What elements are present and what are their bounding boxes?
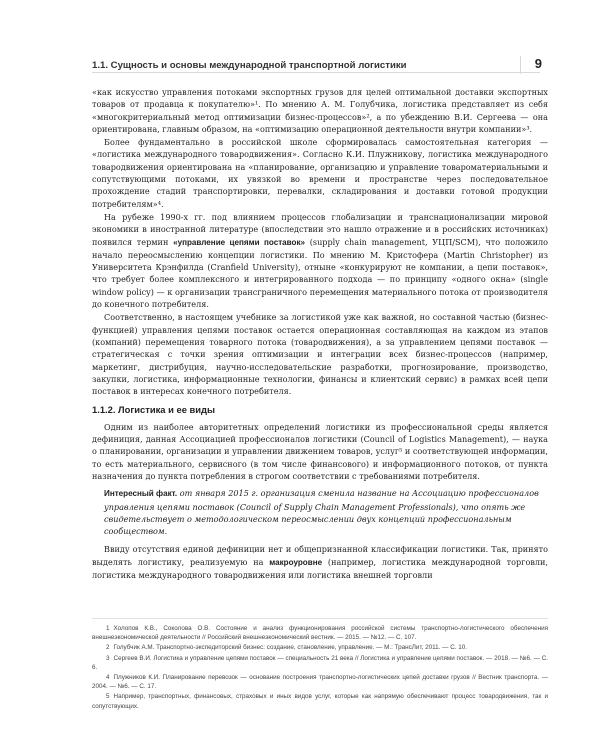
footnote-text: Например, транспортных, финансовых, страховых и иных видов услуг, которые как напрямую обеспечивают процесс товародвижения, так и сопутствующих.: [92, 693, 548, 710]
header-rule: [92, 72, 540, 73]
term-supply-chain-management: «управление цепями поставок»: [173, 237, 306, 247]
paragraph-6-part-b: (например, логистика международной торговли, логистика международного товародвижения или логистика внешней торговли: [92, 556, 548, 580]
paragraph-1: «как искусство управления потоками экспортных грузов для целей оптимальной доставки экспортных товаров от продавца к покупателю»¹. По мнению А. М. Голубчика, логистика представляет из себя «многокритериальный метод оптимизации бизнес-процессов»², а по убеждению В.И. Сергеева — она ориентирована, главным образом, на «оптимизацию операционной деятельности внутри компании»³.: [92, 87, 548, 134]
footnote: [92, 673, 548, 691]
paragraph-3-part-a: На рубеже 1990-х гг. под влиянием процессов глобализации и транснационализации мировой экономики в иностранной литературе (впоследствии это нашло отражение и в российских источниках) появился термин: [92, 211, 548, 247]
paragraph-3: [92, 211, 548, 310]
footnote-number: 4: [106, 674, 110, 682]
paragraph-5: Одним из наиболее авторитетных определений логистики из профессиональной среды является дефиниция, данная Ассоциацией профессионалов логистики (Council of Logistics Management), — наука о планировании, организации и управлении движением товаров, услуг⁵ и соответствующей информации, то есть материального, сервисного (в том числе финансового) и информационного потоков, от пункта назначения до пункта потребления в строгом соответствии с требованиями потребителя.: [92, 421, 548, 481]
interesting-fact-box: [104, 487, 548, 537]
footnote-text: Плужников К.И. Планирование перевозок — основание построения транспортно-логистических цепей доставки грузов // Вестник транспорта. — 2004. — №6. — С. 17.: [92, 674, 548, 691]
footnote-text: Сергеев В.И. Логистика и управление цепями поставок — специальность 21 века // Логистика и управление цепями поставок. — 2018. — №6. — С. 6.: [92, 654, 548, 671]
paragraph-6-part-a: Ввиду отсутствия единой дефиниции нет и общепризнанной классификации логистики. Так, принято выделять логистику, реализуемую на: [92, 544, 548, 567]
footnote-number: 3: [106, 654, 110, 662]
page-number: 9: [534, 56, 542, 71]
paragraph-4: Соответственно, в настоящем учебнике за логистикой уже как важной, но составной частью (бизнес-функцией) управления цепями поставок остается операционная составляющая на каждом из этапов (компаний) перемещения товарного потока (товародвижения), а за управлением цепями поставок — стратегическая с точки зрения оптимизации и интеграции всех бизнес-процессов (например, маркетинг, дистрибуция, научно-исследовательские разработки, прогнозирование, производство, закупки, логистика, информационные технологии, финансы и клиентский сервис) в рамках всей цепи поставок в интересах конечного потребителя.: [92, 312, 548, 397]
footnote-rule: [92, 618, 548, 619]
paragraph-2: Более фундаментально в российской школе сформировалась самостоятельная категория — «логистика международного товародвижения». Согласно К.И. Плужникову, логистика международного товародвижения ориентирована на «планирование, организацию и управление товароматериальными и сопутствующими потоками, их увязкой во времени и пространстве через последовательное прохождение стадий транспортировки, перевалки, складирования и доставки готовой продукции потребителям»⁴.: [92, 137, 548, 209]
footnote-number: 5: [106, 693, 110, 701]
footnote: [92, 624, 548, 642]
fact-label: Интересный факт.: [104, 489, 178, 499]
footnote: [92, 692, 548, 710]
paragraph-3-part-b: (supply chain management, УЦП/SCM), что положило начало переосмыслению концепции логистики. По мнению М. Кристофера (Martin Christopher) из Университета Крэнфилда (Cranfield University), отныне «конкурируют не компании, а цепи поставок», что требует более комплексного и интегрированного подхода — по принципу «одного окна» (single window policy) — к организации трансграничного перемещения материального потока от производителя до конечного потребителя.: [92, 236, 548, 310]
footnote-text: Голубчик А.М. Транспортно-экспедиторский бизнес: создание, становление, управление. — М.: ТрансЛит, 2011. — С. 10.: [113, 644, 468, 652]
footnote: [92, 643, 548, 652]
main-text: [92, 86, 548, 582]
footnote-number: 1: [106, 625, 110, 632]
fact-text: от января 2015 г. организация сменила название на Ассоциацию профессионалов управления цепями поставок (Council of Supply Chain Management Professionals), что опять же свидетельствует о методологическом переосмыслении двух концепций профессиональным сообществом.: [104, 488, 539, 537]
paragraph-6: [92, 543, 548, 581]
footnote-number: 2: [106, 644, 110, 652]
footnote: [92, 654, 548, 672]
footnotes: [92, 624, 548, 712]
term-macro-level: макроуровне: [269, 557, 323, 567]
running-header: 1.1. Сущность и основы международной транспортной логистики: [92, 60, 407, 71]
section-title: 1.1.2. Логистика и ее виды: [92, 404, 215, 416]
footnote-text: Холопов К.В., Соколова О.В. Состояние и анализ функционирования российской системы транспортно-логистического обеспечения внешнеэкономической деятельности // Российский внешнеэкономический вестник. — 2015. — №12. — С. 107.: [92, 625, 548, 642]
